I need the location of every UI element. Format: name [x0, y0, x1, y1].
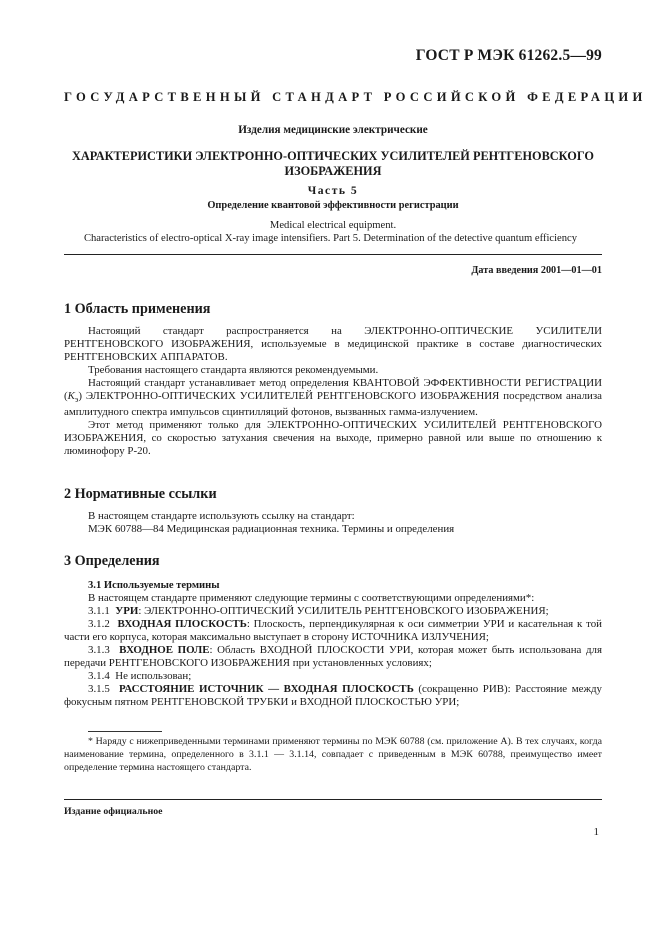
page-number: 1	[593, 826, 599, 838]
normative-reference: МЭК 60788—84 Медицинская радиационная техника. Термины и определения	[88, 523, 455, 535]
term-number: 3.1.5	[88, 683, 110, 695]
section1-paragraph-4: Этот метод применяют только для ЭЛЕКТРОННО-ОПТИЧЕСКИХ УСИЛИТЕЛЕЙ РЕНТГЕНОВСКОГО ИЗОБРАЖЕНИЯ, со скоростью затухания свечения на выходе, примерно равной или выше по отношению к люминофору Р-20.	[64, 419, 602, 458]
english-title-line1: Medical electrical equipment.	[269, 220, 397, 231]
section1-p3-text-before: Настоящий стандарт устанавливает метод определения КВАНТОВОЙ ЭФФЕКТИВНОСТИ РЕГИСТРАЦИИ (	[64, 377, 602, 402]
part-label: Часть 5	[307, 184, 359, 197]
gost-code: ГОСТ Р МЭК 61262.5—99	[415, 47, 602, 64]
term-3-1-2	[64, 618, 602, 644]
term-definition: : Область ВХОДНОЙ ПЛОСКОСТИ УРИ, которая может быть использована для передачи РЕНТГЕНОВСКОГО ИЗОБРАЖЕНИЯ при установленных условиях;	[64, 644, 602, 669]
qe-symbol: K	[67, 390, 75, 402]
section1-body	[64, 325, 602, 458]
footnote-text: * Наряду с нижеприведенными терминами применяют термины по МЭК 60788 (см. приложение А). В тех случаях, когда наименование термина, определенного в 3.1.1 — 3.1.14, совпадает с приведенным в МЭК 60788, преимущество имеет определение термина настоящего стандарта.	[64, 736, 602, 773]
footnote-separator	[88, 731, 162, 732]
section1-paragraph-2: Требования настоящего стандарта являются рекомендуемыми.	[88, 364, 379, 376]
term-3-1-3	[64, 644, 602, 670]
main-title	[64, 149, 602, 179]
english-title-line2: Characteristics of electro-optical X-ray image intensifiers. Part 5. Determination of the detective quantum efficiency	[83, 233, 578, 244]
section3-sub-heading: 3.1 Используемые термины	[88, 580, 220, 591]
section1-paragraph-1: Настоящий стандарт распространяется на ЭЛЕКТРОННО-ОПТИЧЕСКИЕ УСИЛИТЕЛИ РЕНТГЕНОВСКОГО ИЗОБРАЖЕНИЯ, используемые в медицинской практике в составе диагностических РЕНТГЕНОВСКИХ АППАРАТОВ.	[64, 325, 602, 363]
section2-heading: 2 Нормативные ссылки	[64, 486, 217, 502]
term-name: УРИ	[115, 605, 139, 617]
section3-heading: 3 Определения	[64, 553, 160, 569]
qe-subscript: э	[74, 395, 79, 405]
section3-intro: В настоящем стандарте применяют следующие термины с соответствующими определениями*:	[88, 592, 535, 604]
main-title-line1: ХАРАКТЕРИСТИКИ ЭЛЕКТРОННО-ОПТИЧЕСКИХ УСИЛИТЕЛЕЙ РЕНТГЕНОВСКОГО	[72, 149, 594, 163]
term-definition: : Плоскость, перпендикулярная к оси симметрии УРИ и касательная к той части его корпуса, которая максимально выступает в сторону ИСТОЧНИКА ИЗЛУЧЕНИЯ;	[64, 618, 603, 643]
term-number: 3.1.1	[88, 605, 110, 617]
edition-label: Издание официальное	[64, 806, 163, 817]
term-name: РАССТОЯНИЕ ИСТОЧНИК — ВХОДНАЯ ПЛОСКОСТЬ	[119, 683, 414, 695]
term-definition: : ЭЛЕКТРОННО-ОПТИЧЕСКИЙ УСИЛИТЕЛЬ РЕНТГЕНОВСКОГО ИЗОБРАЖЕНИЯ;	[138, 605, 549, 617]
product-group-title: Изделия медицинские электрические	[238, 124, 428, 136]
term-3-1-1	[64, 605, 602, 618]
term-3-1-4	[64, 670, 602, 683]
part-subtitle: Определение квантовой эффективности регистрации	[207, 200, 459, 211]
intro-date: Дата введения 2001—01—01	[471, 265, 602, 276]
term-name: ВХОДНАЯ ПЛОСКОСТЬ	[117, 618, 247, 630]
section3-body	[64, 579, 602, 709]
section1-heading: 1 Область применения	[64, 301, 211, 317]
title-divider	[64, 254, 602, 255]
state-standard-banner: ГОСУДАРСТВЕННЫЙ СТАНДАРТ РОССИЙСКОЙ ФЕДЕРАЦИИ	[64, 90, 647, 104]
term-number: 3.1.2	[88, 618, 110, 630]
term-number: 3.1.3	[88, 644, 110, 656]
section1-paragraph-3	[64, 377, 602, 419]
section2-body	[64, 510, 602, 536]
term-number: 3.1.4	[88, 670, 110, 682]
term-name: ВХОДНОЕ ПОЛЕ	[119, 644, 210, 656]
main-title-line2: ИЗОБРАЖЕНИЯ	[284, 164, 382, 178]
term-3-1-5	[64, 683, 602, 709]
footer-divider	[64, 799, 602, 800]
section2-paragraph-1: В настоящем стандарте использують ссылку на стандарт:	[88, 510, 355, 522]
footnote	[64, 735, 602, 774]
term-definition: Не использован;	[115, 670, 192, 682]
section1-p3-text-after: ) ЭЛЕКТРОННО-ОПТИЧЕСКИХ УСИЛИТЕЛЕЙ РЕНТГЕНОВСКОГО ИЗОБРАЖЕНИЯ посредством анализа амплитудного спектра импульсов сцинтилляций фотонов, вызванных гамма-излучением.	[64, 390, 602, 419]
term-definition: (сокращенно РИВ): Расстояние между фокусным пятном РЕНТГЕНОВСКОЙ ТРУБКИ и ВХОДНОЙ ПЛОСКОСТЬЮ УРИ;	[64, 683, 602, 708]
